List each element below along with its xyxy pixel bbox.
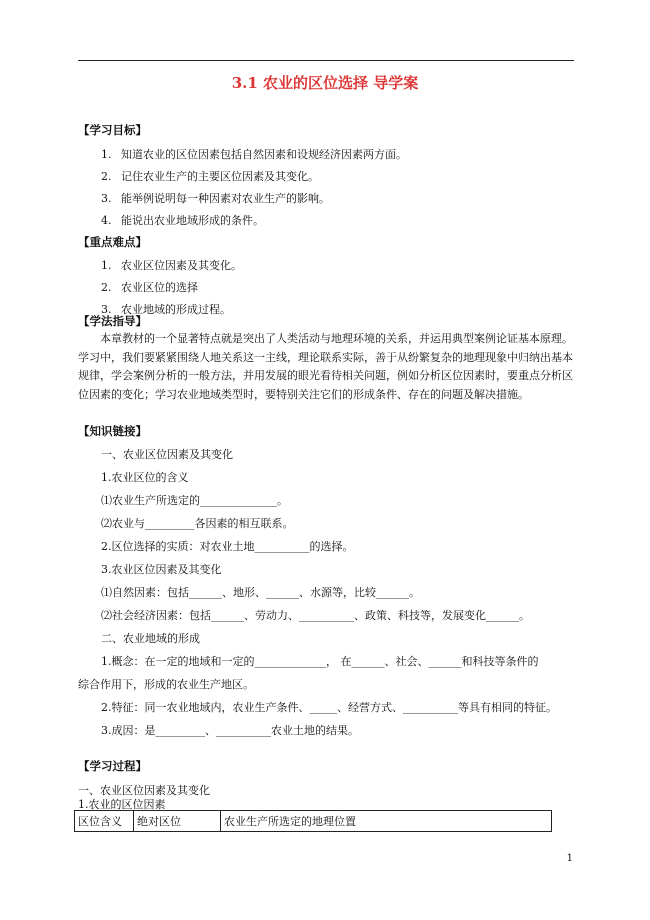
knowledge-line: ⑴农业生产所选定的______________。 [101, 494, 288, 507]
section-heading-knowledge: 【知识链接】 [78, 424, 147, 438]
section-heading-method: 【学法指导】 [78, 314, 147, 328]
knowledge-line: ⑵社会经济因素：包括______、劳动力、__________、政策、科技等，发展变化______。 [101, 609, 530, 622]
goal-num-4: 4. [101, 214, 112, 227]
knowledge-line: ⑵农业与_________各因素的相互联系。 [101, 517, 294, 530]
key-num-3: 3. [101, 303, 112, 316]
goal-num-1: 1. [101, 148, 112, 161]
knowledge-line: 1.农业区位的含义 [101, 471, 189, 484]
knowledge-line: ⑴自然因素：包括______、地形、______、水源等，比较______。 [101, 586, 420, 599]
key-text-2: 农业区位的选择 [121, 281, 198, 294]
knowledge-line: 1.概念：在一定的地域和一定的_____________， 在______、社会、______和科技等条件的 [101, 655, 539, 668]
goal-text-2: 记住农业生产的主要区位因素及其变化。 [121, 170, 319, 183]
knowledge-line: 二、农业地域的形成 [101, 632, 200, 645]
section-heading-goals: 【学习目标】 [78, 123, 147, 137]
table-row [75, 811, 552, 832]
location-factor-table [74, 810, 552, 832]
table-cell: 绝对区位 [134, 811, 221, 832]
goal-num-2: 2. [101, 170, 112, 183]
page-title: 3.1 农业的区位选择 导学案 [231, 74, 419, 92]
key-num-1: 1. [101, 259, 112, 272]
goal-num-3: 3. [101, 192, 112, 205]
section-heading-key-points: 【重点难点】 [78, 235, 147, 249]
knowledge-line: 2.特征：同一农业地域内，农业生产条件、_____、经营方式、__________等具有相同的特征。 [101, 701, 557, 714]
process-subheading-2: 1.农业的区位因素 [78, 798, 166, 811]
key-text-3: 农业地域的形成过程。 [121, 303, 231, 316]
table-cell: 区位含义 [75, 811, 134, 832]
header-rule [78, 60, 574, 61]
knowledge-line: 综合作用下，形成的农业生产地区。 [78, 678, 254, 691]
key-num-2: 2. [101, 281, 112, 294]
table-cell: 农业生产所选定的地理位置 [221, 811, 552, 832]
goal-text-3: 能举例说明每一种因素对农业生产的影响。 [121, 192, 330, 205]
section-heading-process: 【学习过程】 [78, 759, 147, 773]
process-subheading: 一、农业区位因素及其变化 [78, 784, 210, 797]
knowledge-line: 2.区位选择的实质：对农业土地__________的选择。 [101, 540, 354, 553]
knowledge-line: 一、农业区位因素及其变化 [101, 448, 233, 461]
page-number: 1 [566, 853, 573, 864]
key-text-1: 农业区位因素及其变化。 [121, 259, 242, 272]
method-paragraph: 本章教材的一个显著特点就是突出了人类活动与地理环境的关系，并运用典型案例论证基本原理。学习中，我们要紧紧围绕人地关系这一主线，理论联系实际，善于从纷繁复杂的地理现象中归纳出基本规律，学会案例分析的一般方法，并用发展的眼光看待相关问题，例如分析区位因素时，要重点分析区位因素的变化；学习农业地域类型时，要特别关注它们的形成条件、存在的问题及解决措施。 [78, 332, 573, 401]
goal-text-1: 知道农业的区位因素包括自然因素和设规经济因素两方面。 [121, 148, 407, 161]
goal-text-4: 能说出农业地域形成的条件。 [121, 214, 264, 227]
knowledge-line: 3.农业区位因素及其变化 [101, 563, 222, 576]
knowledge-line: 3.成因：是_________、__________农业土地的结果。 [101, 724, 359, 737]
